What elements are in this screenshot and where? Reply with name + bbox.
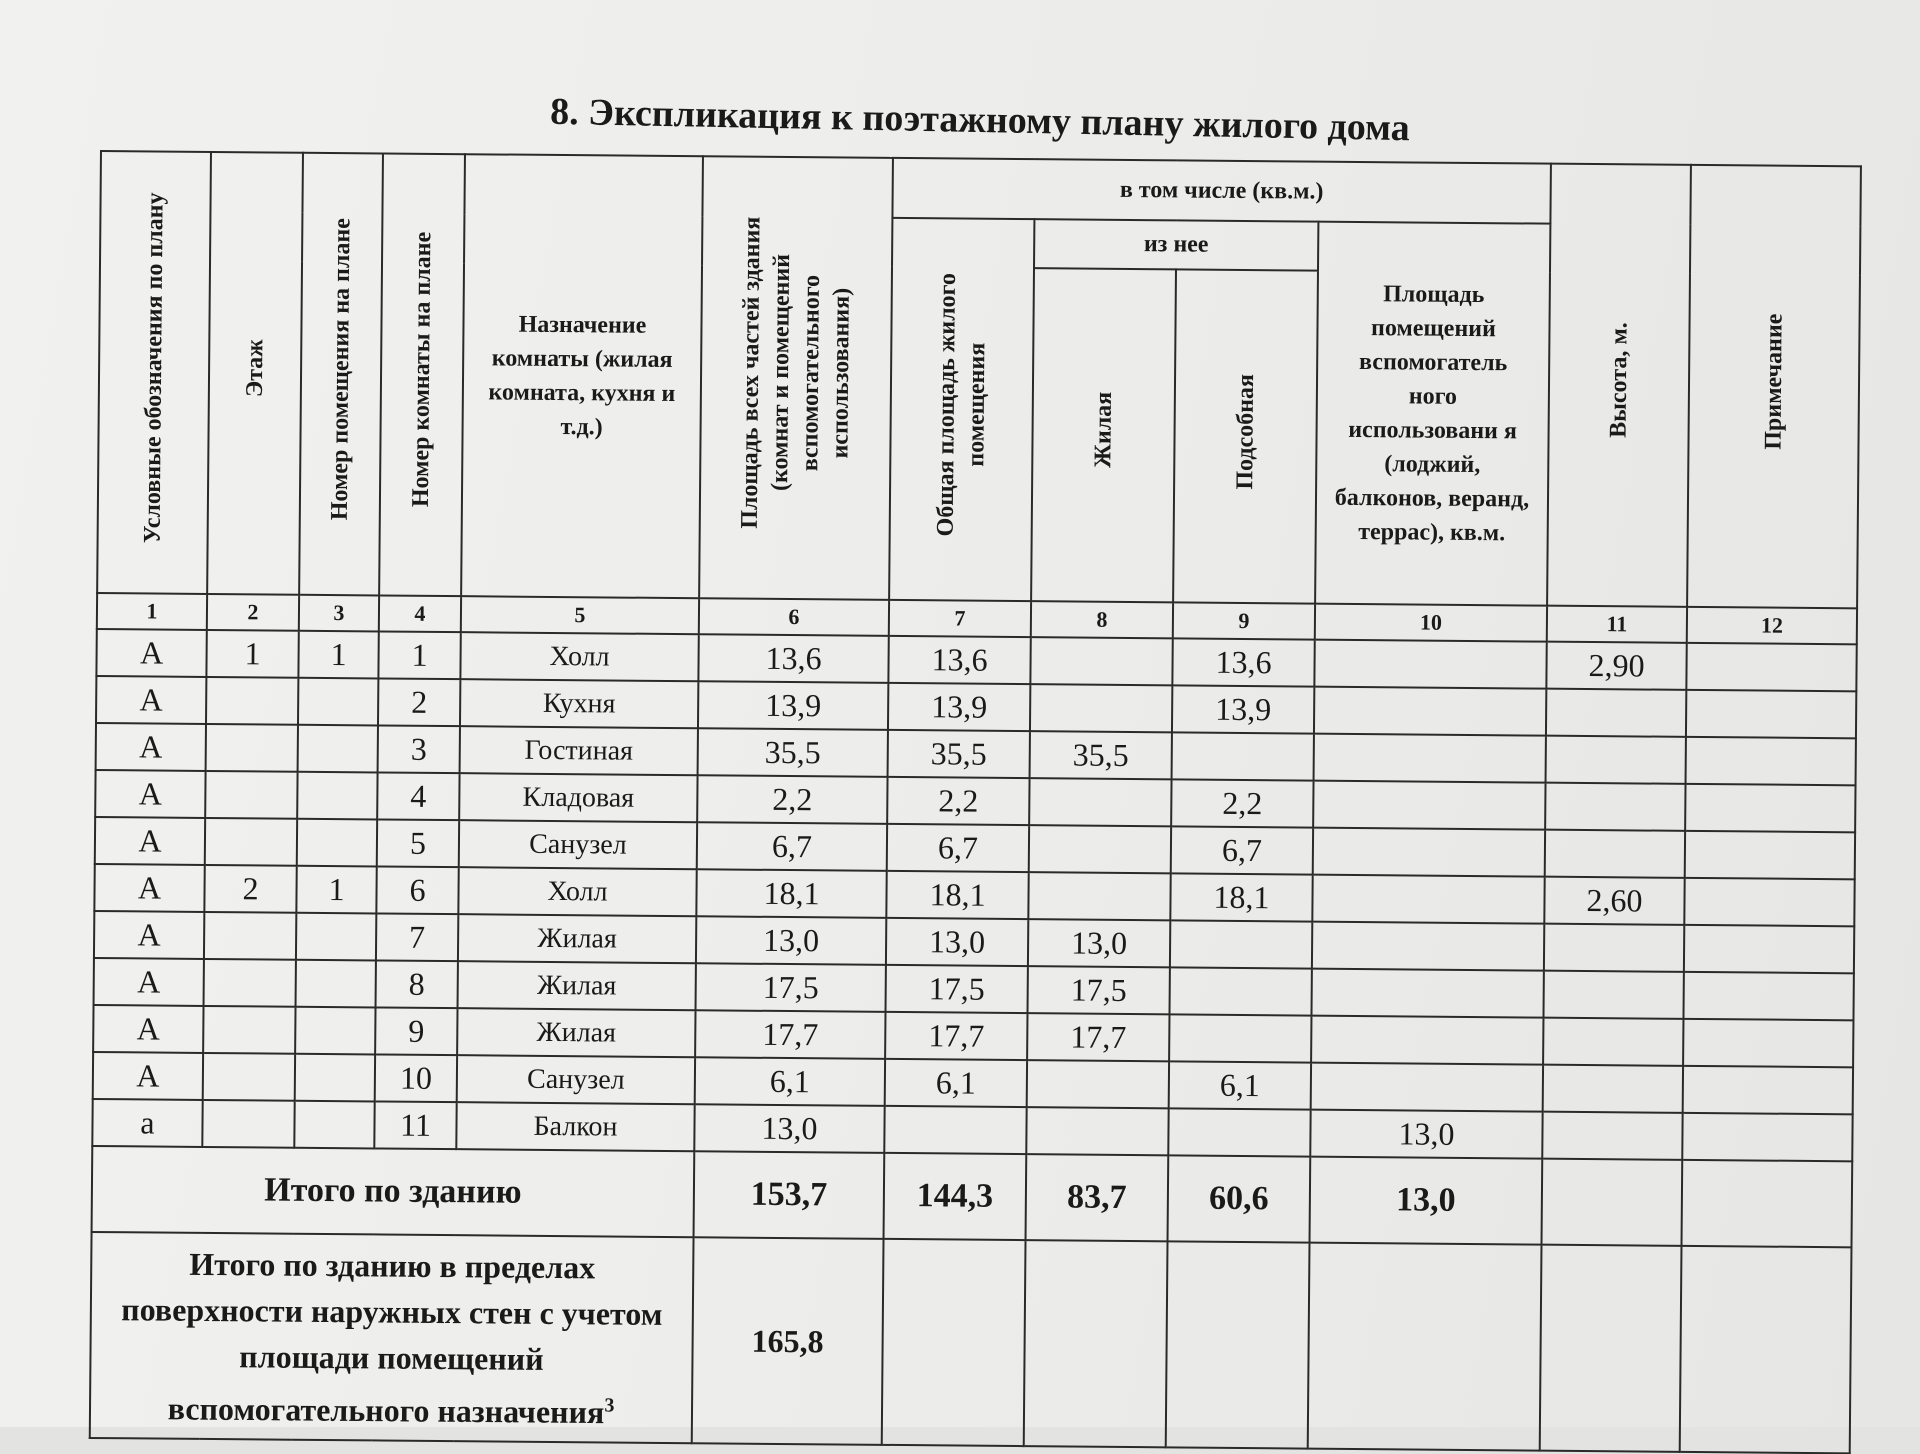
cell-area-utility	[1170, 920, 1312, 968]
header-floor: Этаж	[207, 152, 303, 595]
cell-area-living-premises: 2,2	[887, 777, 1029, 825]
cell-height	[1543, 1018, 1683, 1066]
total-area-living: 83,7	[1026, 1154, 1169, 1241]
cell-symbol: А	[93, 1052, 203, 1100]
cell-room-number: 3	[378, 725, 460, 773]
header-living: Жилая	[1031, 268, 1176, 602]
cell-height	[1545, 783, 1685, 831]
cell-area-living	[1030, 684, 1172, 732]
empty-cell	[1308, 1243, 1542, 1451]
cell-area-living-premises: 17,7	[885, 1012, 1027, 1060]
cell-height	[1542, 1112, 1682, 1160]
header-living-premises-area: Общая площадь жилого помещения	[889, 218, 1034, 601]
header-premises-number: Номер помещения на плане	[299, 153, 383, 596]
cell-room-number: 8	[376, 960, 458, 1008]
cell-height	[1544, 924, 1684, 972]
cell-area-living	[1029, 825, 1171, 873]
column-number: 7	[889, 600, 1031, 637]
cell-symbol: А	[96, 629, 206, 677]
cell-floor: 2	[204, 865, 296, 913]
cell-room-number: 7	[376, 913, 458, 961]
cell-symbol: А	[96, 676, 206, 724]
cell-note	[1683, 972, 1853, 1020]
cell-premises-number: 1	[298, 631, 378, 679]
cell-symbol: А	[95, 817, 205, 865]
cell-area-living-premises: 17,5	[886, 965, 1028, 1013]
explication-table	[89, 150, 1862, 1454]
cell-purpose: Санузел	[457, 1055, 695, 1104]
cell-note	[1684, 878, 1854, 926]
cell-room-number: 6	[376, 866, 458, 914]
cell-purpose: Холл	[458, 867, 696, 916]
total-area-living-premises: 144,3	[884, 1153, 1027, 1240]
cell-area-auxiliary	[1311, 1063, 1543, 1112]
cell-area-living	[1028, 872, 1170, 920]
cell-symbol: А	[95, 770, 205, 818]
cell-area-living	[1030, 637, 1172, 685]
cell-premises-number	[295, 1054, 375, 1102]
total-area-all: 153,7	[694, 1151, 885, 1239]
cell-area-utility: 6,1	[1169, 1061, 1311, 1109]
cell-room-number: 5	[377, 819, 459, 867]
cell-area-all: 6,1	[695, 1057, 885, 1106]
cell-premises-number	[296, 913, 376, 961]
cell-height	[1545, 830, 1685, 878]
header-room-number: Номер комнаты на плане	[379, 153, 465, 596]
empty-cell	[1024, 1240, 1168, 1447]
cell-area-living: 13,0	[1028, 919, 1170, 967]
cell-area-auxiliary	[1314, 687, 1546, 736]
cell-room-number: 10	[375, 1054, 457, 1102]
cell-area-living-premises: 13,9	[888, 683, 1030, 731]
cell-note	[1682, 1113, 1852, 1161]
total-outer-row	[90, 1232, 1852, 1453]
cell-floor	[205, 818, 297, 866]
cell-purpose: Гостиная	[460, 726, 698, 775]
total-label: Итого по зданию	[92, 1146, 695, 1237]
cell-area-all: 6,7	[697, 822, 887, 871]
cell-area-living	[1027, 1060, 1169, 1108]
cell-room-number: 9	[375, 1007, 457, 1055]
cell-area-auxiliary	[1314, 734, 1546, 783]
cell-note	[1686, 643, 1856, 691]
cell-premises-number	[295, 1007, 375, 1055]
total-note	[1682, 1160, 1853, 1247]
total-height	[1542, 1159, 1683, 1246]
cell-purpose: Кладовая	[459, 773, 697, 822]
cell-purpose: Жилая	[458, 961, 696, 1010]
cell-area-all: 17,5	[696, 963, 886, 1012]
cell-area-all: 13,0	[696, 916, 886, 965]
empty-cell	[1680, 1246, 1852, 1453]
cell-note	[1683, 1019, 1853, 1067]
cell-area-utility	[1169, 967, 1311, 1015]
cell-floor	[203, 1053, 295, 1101]
cell-room-number: 1	[378, 631, 460, 679]
cell-area-living-premises	[884, 1106, 1026, 1154]
cell-symbol: А	[94, 911, 204, 959]
cell-floor	[206, 724, 298, 772]
cell-area-auxiliary	[1313, 781, 1545, 830]
column-number: 9	[1173, 602, 1315, 639]
cell-premises-number: 1	[296, 866, 376, 914]
column-number: 10	[1315, 604, 1547, 642]
header-utility: Подсобная	[1173, 269, 1318, 603]
cell-area-living-premises: 13,0	[886, 918, 1028, 966]
cell-floor	[202, 1100, 294, 1148]
column-number: 11	[1547, 606, 1687, 643]
column-number: 8	[1031, 601, 1173, 638]
document-title: 8. Экспликация к поэтажному плану жилого дома	[549, 90, 1411, 150]
cell-premises-number	[294, 1101, 374, 1149]
cell-purpose: Балкон	[456, 1102, 694, 1151]
cell-note	[1685, 784, 1855, 832]
cell-area-all: 18,1	[696, 869, 886, 918]
cell-area-auxiliary	[1311, 1016, 1543, 1065]
cell-symbol: А	[94, 864, 204, 912]
cell-height	[1546, 689, 1686, 737]
cell-note	[1684, 925, 1854, 973]
cell-premises-number	[298, 678, 378, 726]
cell-area-auxiliary	[1311, 969, 1543, 1018]
cell-area-utility	[1169, 1014, 1311, 1062]
column-number: 1	[97, 593, 207, 630]
cell-area-all: 13,9	[698, 681, 888, 730]
cell-area-living	[1029, 778, 1171, 826]
cell-floor	[206, 677, 298, 725]
cell-floor	[204, 959, 296, 1007]
cell-area-utility	[1172, 732, 1314, 780]
cell-purpose: Кухня	[460, 679, 698, 728]
header-of-it: из нее	[1034, 219, 1318, 270]
column-number: 12	[1687, 607, 1857, 644]
empty-cell	[1540, 1245, 1682, 1452]
cell-area-utility: 2,2	[1171, 779, 1313, 827]
cell-area-utility: 13,9	[1172, 685, 1314, 733]
cell-purpose: Жилая	[458, 914, 696, 963]
header-in-total: в том числе (кв.м.)	[892, 158, 1551, 224]
cell-room-number: 4	[377, 772, 459, 820]
header-height: Высота, м.	[1547, 164, 1691, 607]
column-number: 2	[207, 594, 299, 631]
cell-note	[1685, 831, 1855, 879]
cell-area-living-premises: 18,1	[886, 871, 1028, 919]
column-number: 3	[299, 595, 379, 632]
total-outer-label	[90, 1232, 694, 1443]
cell-floor	[203, 1006, 295, 1054]
cell-premises-number	[296, 960, 376, 1008]
cell-symbol: А	[96, 723, 206, 771]
cell-area-utility	[1168, 1108, 1310, 1156]
cell-area-auxiliary	[1314, 640, 1546, 689]
cell-purpose: Санузел	[459, 820, 697, 869]
cell-area-living-premises: 6,1	[885, 1059, 1027, 1107]
cell-area-all: 35,5	[698, 728, 888, 777]
cell-area-living: 17,7	[1027, 1013, 1169, 1061]
column-number: 6	[699, 598, 889, 636]
cell-note	[1683, 1066, 1853, 1114]
header-note: Примечание	[1687, 165, 1861, 608]
cell-area-all: 13,0	[694, 1104, 884, 1153]
footnote-mark: 3	[604, 1394, 615, 1417]
total-area-utility: 60,6	[1168, 1155, 1311, 1242]
cell-room-number: 2	[378, 678, 460, 726]
cell-area-all: 13,6	[698, 634, 888, 683]
cell-area-living	[1026, 1107, 1168, 1155]
total-area-auxiliary: 13,0	[1310, 1157, 1543, 1245]
cell-area-auxiliary	[1312, 922, 1544, 971]
empty-cell	[882, 1239, 1026, 1446]
cell-symbol: А	[93, 1005, 203, 1053]
total-row	[92, 1146, 1853, 1247]
cell-purpose: Холл	[460, 632, 698, 681]
header-auxiliary-area: Площадь помещений вспомогатель ного использовани я (лоджий, балконов, веранд, террас), кв.м.	[1315, 222, 1550, 606]
cell-room-number: 11	[374, 1101, 456, 1149]
cell-area-all: 2,2	[697, 775, 887, 824]
cell-area-auxiliary	[1312, 875, 1544, 924]
cell-purpose: Жилая	[457, 1008, 695, 1057]
cell-height	[1543, 971, 1683, 1019]
column-number: 5	[461, 596, 699, 634]
cell-premises-number	[297, 819, 377, 867]
cell-symbol: А	[94, 958, 204, 1006]
total-outer-label-text: Итого по зданию в пределах поверхности наружных стен с учетом площади помещений вспомогательного назначения	[121, 1245, 663, 1430]
cell-area-living-premises: 35,5	[888, 730, 1030, 778]
cell-floor	[205, 771, 297, 819]
cell-area-utility: 18,1	[1170, 873, 1312, 921]
header-total-area: Площадь всех частей здания (комнат и помещений вспомогательного использования)	[699, 156, 893, 600]
cell-note	[1686, 737, 1856, 785]
cell-area-utility: 6,7	[1171, 826, 1313, 874]
cell-area-living: 17,5	[1028, 966, 1170, 1014]
cell-area-all: 17,7	[695, 1010, 885, 1059]
cell-area-auxiliary: 13,0	[1310, 1110, 1542, 1159]
cell-height	[1543, 1065, 1683, 1113]
total-outer-area: 165,8	[692, 1237, 884, 1445]
cell-area-utility: 13,6	[1172, 638, 1314, 686]
header-symbols: Условные обозначения по плану	[97, 151, 211, 594]
cell-height: 2,90	[1546, 642, 1686, 690]
cell-floor	[204, 912, 296, 960]
cell-premises-number	[298, 725, 378, 773]
cell-symbol: а	[92, 1099, 202, 1147]
cell-height: 2,60	[1544, 877, 1684, 925]
cell-area-auxiliary	[1313, 828, 1545, 877]
cell-area-living: 35,5	[1030, 731, 1172, 779]
column-number: 4	[379, 595, 461, 632]
cell-premises-number	[297, 772, 377, 820]
cell-note	[1686, 690, 1856, 738]
cell-area-living-premises: 6,7	[887, 824, 1029, 872]
empty-cell	[1166, 1241, 1310, 1448]
cell-height	[1546, 736, 1686, 784]
header-room-purpose: Назначение комнаты (жилая комната, кухня и т.д.)	[461, 154, 703, 598]
cell-area-living-premises: 13,6	[888, 636, 1030, 684]
cell-floor: 1	[206, 630, 298, 678]
